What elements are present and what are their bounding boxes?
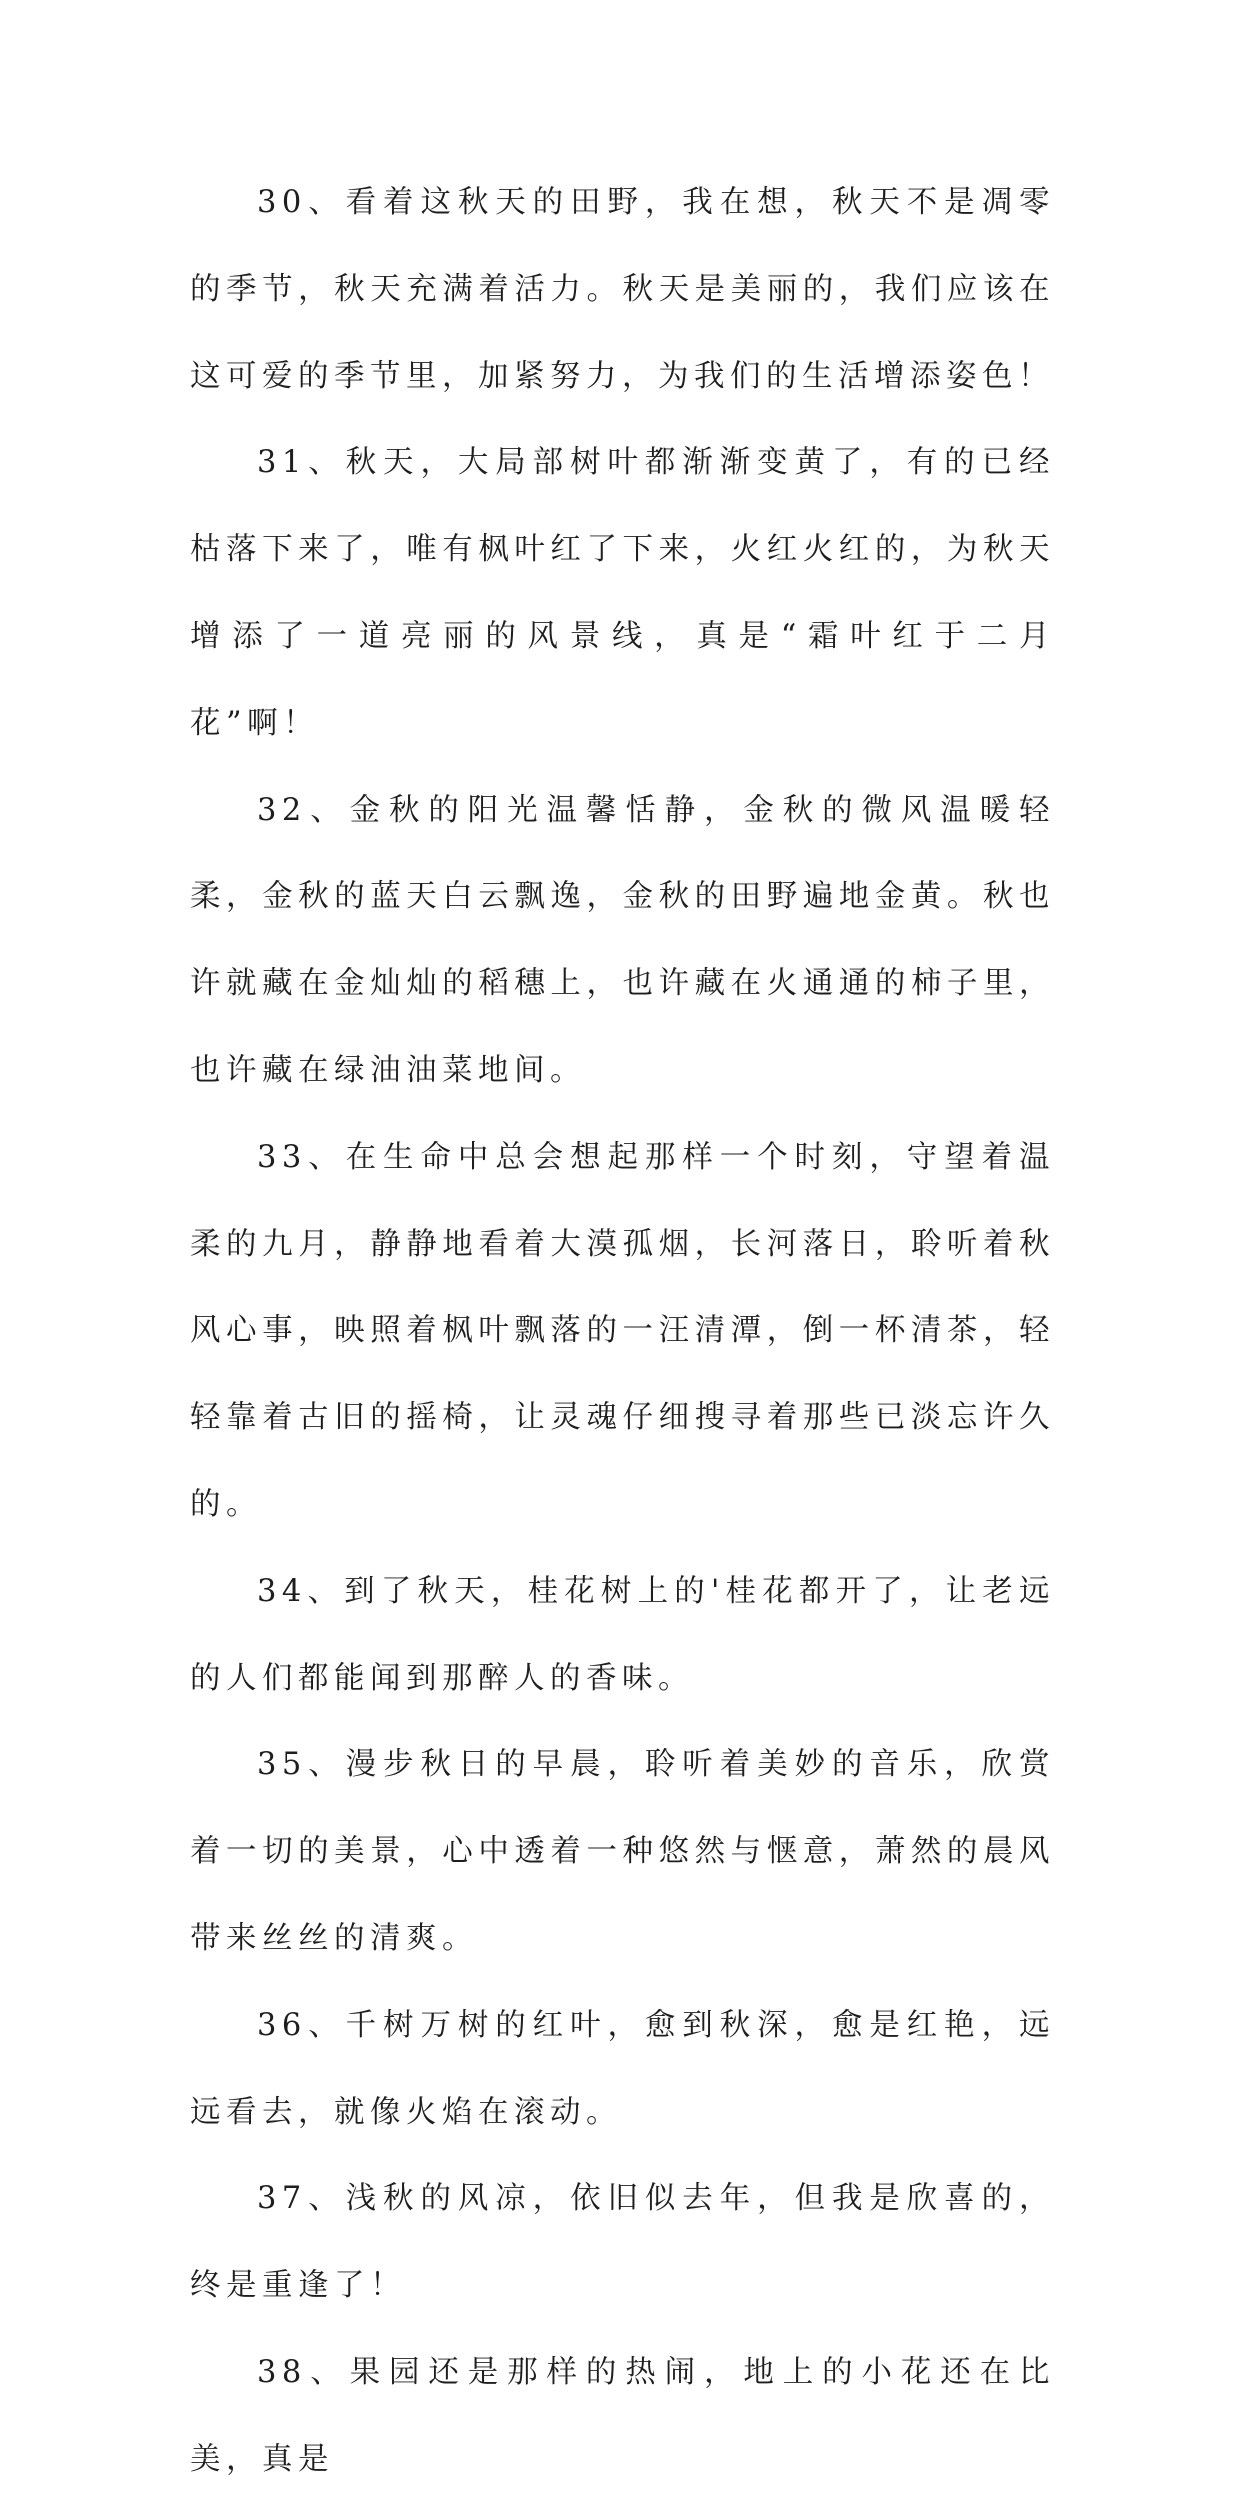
paragraph-32: 32、金秋的阳光温馨恬静，金秋的微风温暖轻柔，金秋的蓝天白云飘逸，金秋的田野遍地金黄。秋也许就藏在金灿灿的稻穗上，也许藏在火通通的柿子里，也许藏在绿油油菜地间。 [190, 792, 1055, 1088]
paragraph-33: 33、在生命中总会想起那样一个时刻，守望着温柔的九月，静静地看着大漠孤烟，长河落日，聆听着秋风心事，映照着枫叶飘落的一汪清潭，倒一杯清茶，轻轻靠着古旧的摇椅，让灵魂仔细搜寻着那些已淡忘许久的。 [190, 1139, 1055, 1522]
paragraph-31: 31、秋天，大局部树叶都渐渐变黄了，有的已经枯落下来了，唯有枫叶红了下来，火红火红的，为秋天增添了一道亮丽的风景线，真是“霜叶红于二月花”啊！ [190, 445, 1055, 741]
paragraph-37: 37、浅秋的风凉，依旧似去年，但我是欣喜的，终是重逢了！ [190, 2181, 1055, 2304]
paragraph-35: 35、漫步秋日的早晨，聆听着美妙的音乐，欣赏着一切的美景，心中透着一种悠然与惬意，萧然的晨风带来丝丝的清爽。 [190, 1747, 1055, 1956]
paragraph-36: 36、千树万树的红叶，愈到秋深，愈是红艳，远远看去，就像火焰在滚动。 [190, 2007, 1055, 2130]
paragraph-34: 34、到了秋天，桂花树上的'桂花都开了，让老远的人们都能闻到那醉人的香味。 [190, 1573, 1055, 1696]
paragraph-38: 38、果园还是那样的热闹，地上的小花还在比美，真是 [190, 2354, 1055, 2477]
paragraph-30: 30、看着这秋天的田野，我在想，秋天不是凋零的季节，秋天充满着活力。秋天是美丽的，我们应该在这可爱的季节里，加紧努力，为我们的生活增添姿色！ [190, 185, 1055, 394]
document-body [190, 160, 1055, 2504]
